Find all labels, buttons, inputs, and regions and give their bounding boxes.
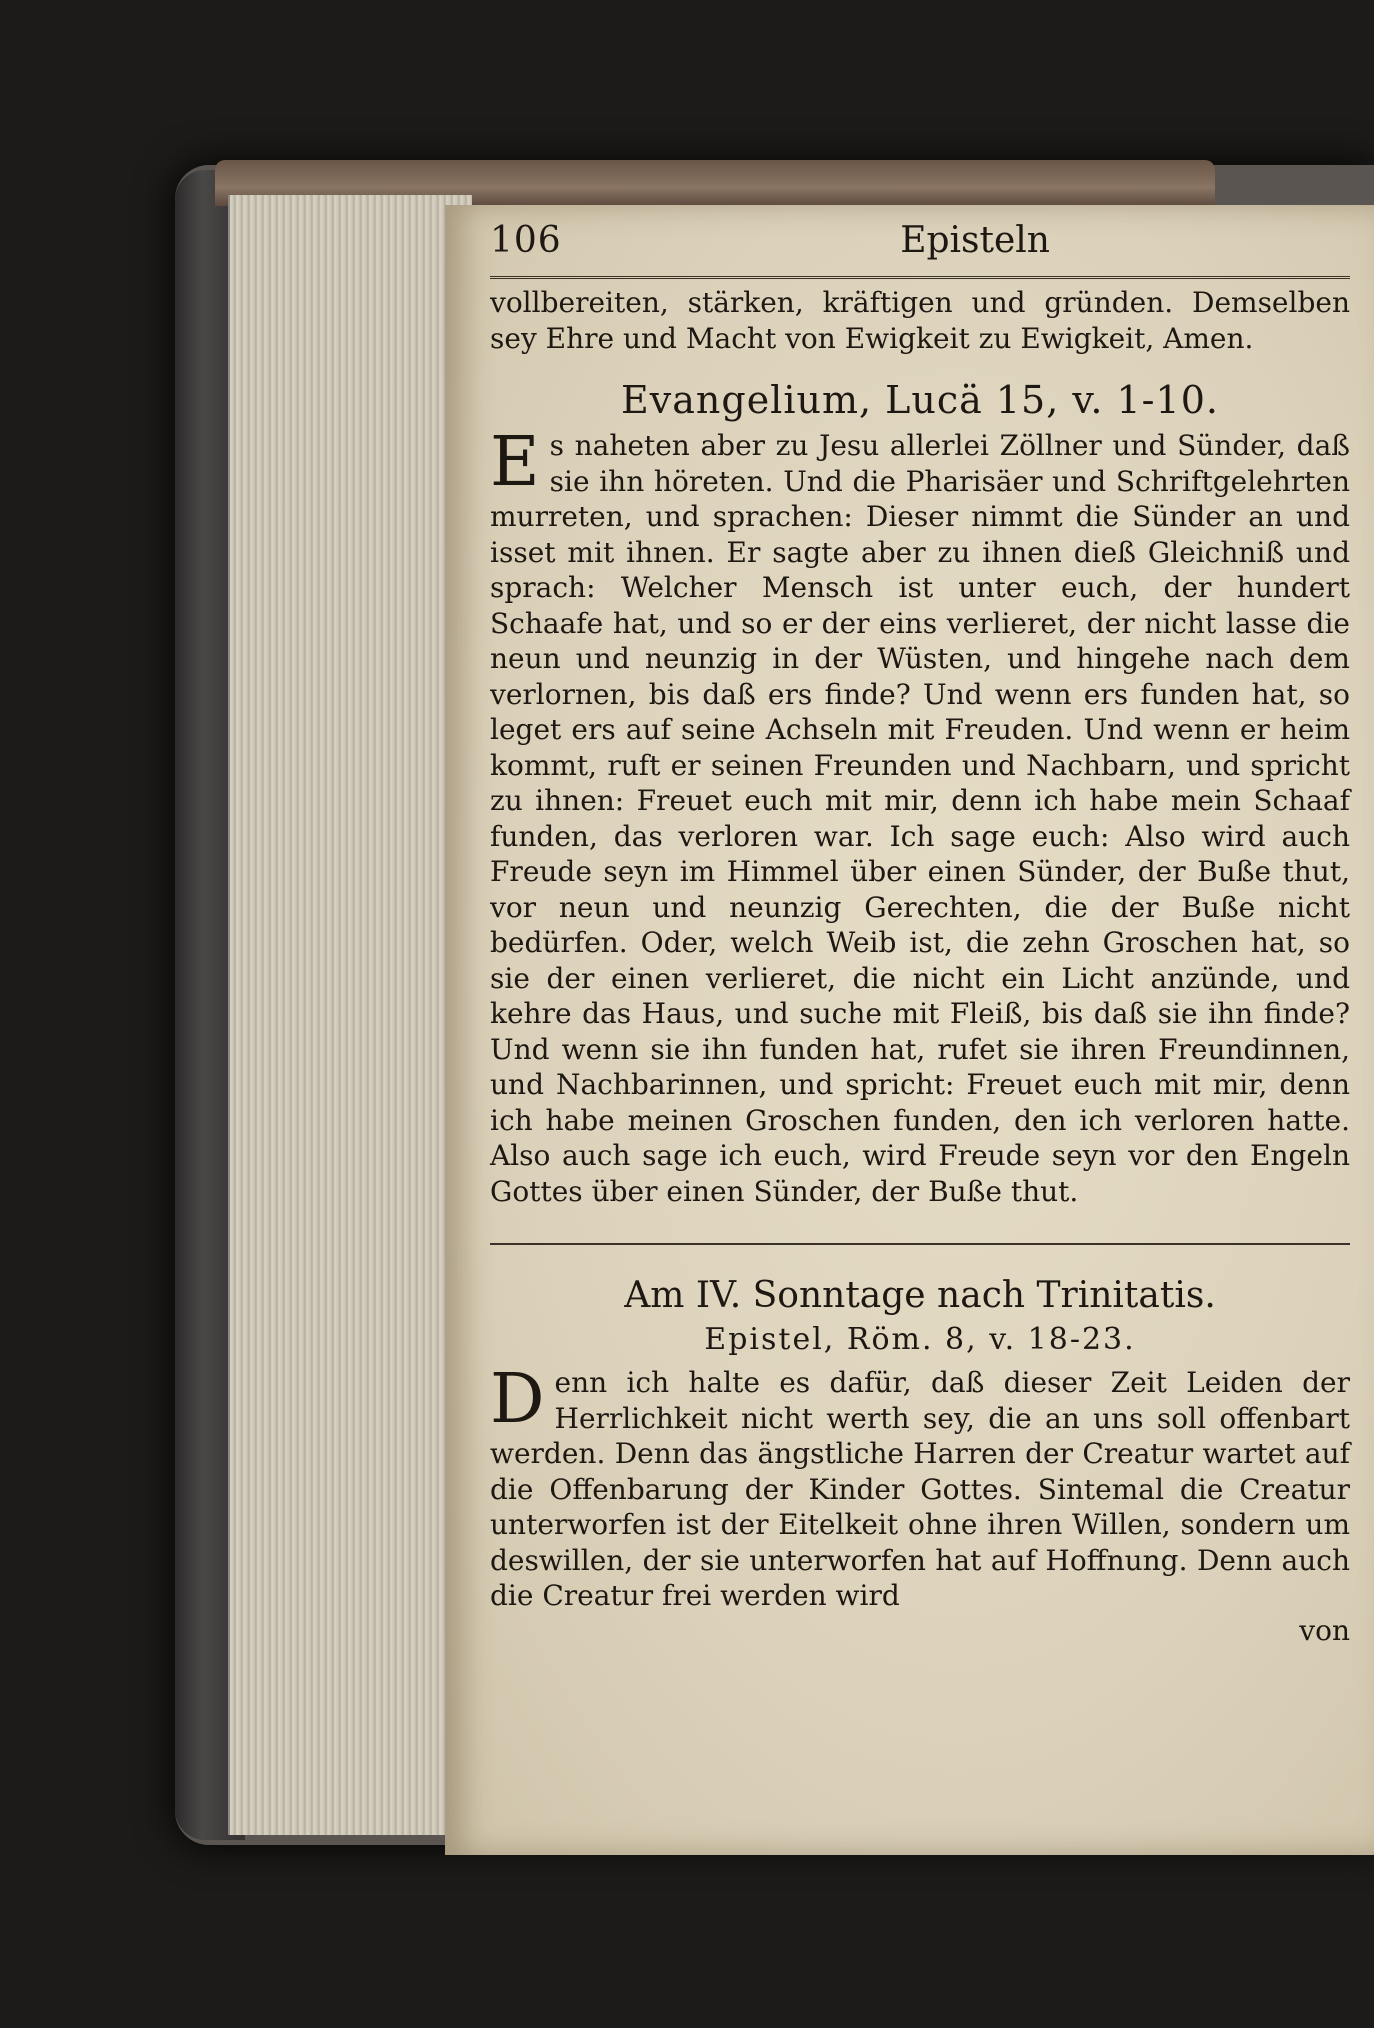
epistle-heading: Epistel, Röm. 8, v. 18-23. <box>704 1322 1136 1357</box>
epistle-paragraph <box>490 1360 1350 1614</box>
page-number: 106 <box>490 220 562 261</box>
page-edges <box>228 195 472 1835</box>
running-title: Episteln <box>900 220 1050 261</box>
gospel-heading: Evangelium, Lucä 15, v. 1-10. <box>621 378 1219 422</box>
catchword: von <box>1299 1613 1350 1647</box>
gospel-text: s naheten aber zu Jesu allerlei Zöllner und Sünder, daß sie ihn höreten. Und die Pharisäer und Schriftgelehrten murreten, und sprachen: Dieser nimmt die Sünder an und isset mit ihnen. Er sagte aber zu ihnen dieß Gleichniß und sprach: Welcher Mensch ist unter euch, der hundert Schaafe hat, und so er der eins verlieret, der nicht lasse die neun und neunzig in der Wüsten, und hingehe nach dem verlornen, bis daß ers finde? Und wenn ers funden hat, so leget ers auf seine Achseln mit Freuden. Und wenn er heim kommt, ruft er seinen Freunden und Nachbarn, und spricht zu ihnen: Freuet euch mit mir, denn ich habe mein Schaaf funden, das verloren war. Ich sage euch: Also wird auch Freude seyn im Himmel über einen Sünder, der Buße thut, vor neun und neunzig Gerechten, die der Buße nicht bedürfen. Oder, welch Weib ist, die zehn Groschen hat, so sie der einen verlieret, die nicht ein Licht anzünde, und kehre das Haus, und suche mit Fleiß, bis daß sie ihn finde? Und wenn sie ihn funden hat, rufet sie ihren Freundinnen, und Nachbarinnen, und spricht: Freuet euch mit mir, denn ich habe meinen Groschen funden, den ich verloren hatte. Also auch sage ich euch, wird Freude seyn vor den Engeln Gottes über einen Sünder, der Buße thut. <box>490 429 1350 1208</box>
sunday-heading: Am IV. Sonntage nach Trinitatis. <box>624 1275 1216 1316</box>
gospel-paragraph <box>490 423 1350 1209</box>
page-content <box>490 220 1350 1647</box>
section-divider <box>490 1243 1350 1247</box>
gospel-drop-cap: E <box>490 423 540 502</box>
epistle-drop-cap: D <box>490 1360 545 1439</box>
intro-paragraph: vollbereiten, stärken, kräftigen und gründen. Demselben sey Ehre und Macht von Ewigkeit zu Ewigkeit, Amen. <box>490 286 1350 355</box>
epistle-text: enn ich halte es dafür, daß dieser Zeit Leiden der Herrlichkeit nicht werth sey, die an uns soll offenbart werden. Denn das ängstliche Harren der Creatur wartet auf die Offenbarung der Kinder Gottes. Sintemal die Creatur unterworfen ist der Eitelkeit ohne ihren Willen, sondern um deswillen, der sie unterworfen hat auf Hoffnung. Denn auch die Creatur frei werden wird <box>490 1366 1350 1612</box>
page-header <box>490 220 1350 279</box>
